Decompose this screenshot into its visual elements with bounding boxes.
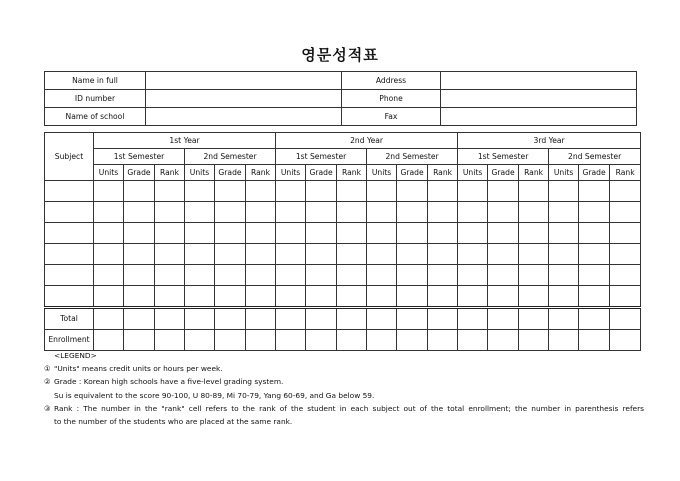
- grade-cell[interactable]: [367, 202, 397, 223]
- grade-cell[interactable]: [306, 181, 337, 202]
- total-row: [45, 308, 641, 330]
- legend-item: [44, 415, 644, 428]
- grade-cell[interactable]: [215, 265, 246, 286]
- year-header: 2nd Year: [276, 133, 458, 149]
- grade-cell[interactable]: [94, 286, 124, 308]
- grade-cell[interactable]: [428, 181, 458, 202]
- total-cell[interactable]: [519, 308, 549, 330]
- semester-header-row: [45, 149, 641, 165]
- grade-cell[interactable]: [155, 181, 185, 202]
- grade-cell[interactable]: [549, 244, 579, 265]
- legend-item: [44, 375, 644, 388]
- name-of-school-label: Name of school: [45, 108, 146, 126]
- total-cell[interactable]: [610, 308, 641, 330]
- table-row: [45, 202, 641, 223]
- grade-cell[interactable]: [458, 223, 488, 244]
- legend: [44, 349, 644, 428]
- grade-cell[interactable]: [458, 244, 488, 265]
- semester-header: 2nd Semester: [185, 149, 276, 165]
- column-header: Units: [367, 165, 397, 181]
- grade-cell[interactable]: [458, 181, 488, 202]
- legend-text: Rank : The number in the "rank" cell refers to the rank of the student in each subject out of the total enrollment; the number in parenthesis refers: [54, 403, 644, 413]
- column-header: Grade: [306, 165, 337, 181]
- column-header: Rank: [155, 165, 185, 181]
- legend-text: Su is equivalent to the score 90-100, U 80-89, Mi 70-79, Yang 60-69, and Ga below 59.: [54, 390, 375, 400]
- grade-cell[interactable]: [579, 265, 610, 286]
- grade-cell[interactable]: [367, 265, 397, 286]
- grade-cell[interactable]: [94, 181, 124, 202]
- enrollment-cell[interactable]: [519, 330, 549, 351]
- total-cell[interactable]: [367, 308, 397, 330]
- table-row: [45, 181, 641, 202]
- address-field[interactable]: [441, 72, 637, 90]
- table-row: [45, 286, 641, 308]
- legend-number: ③: [44, 403, 51, 413]
- table-row: [45, 223, 641, 244]
- semester-header: 2nd Semester: [367, 149, 458, 165]
- grade-cell[interactable]: [458, 202, 488, 223]
- legend-item: [44, 389, 644, 402]
- grade-cell[interactable]: [215, 181, 246, 202]
- grade-cell[interactable]: [337, 181, 367, 202]
- total-cell[interactable]: [337, 308, 367, 330]
- grade-cell[interactable]: [185, 244, 215, 265]
- enrollment-cell[interactable]: [94, 330, 124, 351]
- total-cell[interactable]: [306, 308, 337, 330]
- year-header-row: [45, 133, 641, 149]
- semester-header: 1st Semester: [94, 149, 185, 165]
- grade-cell[interactable]: [428, 265, 458, 286]
- enrollment-cell[interactable]: [276, 330, 306, 351]
- subject-cell[interactable]: [45, 244, 94, 265]
- column-header: Grade: [397, 165, 428, 181]
- subject-header: Subject: [45, 133, 94, 181]
- grade-cell[interactable]: [367, 286, 397, 308]
- grade-cell[interactable]: [397, 244, 428, 265]
- total-cell[interactable]: [488, 308, 519, 330]
- enrollment-cell[interactable]: [246, 330, 276, 351]
- document-title: 영문성적표: [301, 46, 379, 64]
- grade-cell[interactable]: [367, 181, 397, 202]
- column-header: Units: [185, 165, 215, 181]
- total-cell[interactable]: [124, 308, 155, 330]
- total-cell[interactable]: [94, 308, 124, 330]
- total-cell[interactable]: [246, 308, 276, 330]
- semester-header: 1st Semester: [458, 149, 549, 165]
- enrollment-cell[interactable]: [610, 330, 641, 351]
- total-cell[interactable]: [185, 308, 215, 330]
- total-cell[interactable]: [579, 308, 610, 330]
- grade-cell[interactable]: [579, 286, 610, 308]
- grade-cell[interactable]: [276, 244, 306, 265]
- grade-cell[interactable]: [276, 181, 306, 202]
- id-number-label: ID number: [45, 90, 146, 108]
- enrollment-cell[interactable]: [428, 330, 458, 351]
- enrollment-cell[interactable]: [579, 330, 610, 351]
- legend-text: to the number of the students who are placed at the same rank.: [54, 417, 293, 427]
- column-header: Units: [94, 165, 124, 181]
- enrollment-cell[interactable]: [488, 330, 519, 351]
- grade-cell[interactable]: [155, 202, 185, 223]
- grade-cell[interactable]: [155, 286, 185, 308]
- grade-cell[interactable]: [579, 202, 610, 223]
- enrollment-cell[interactable]: [458, 330, 488, 351]
- grade-cell[interactable]: [185, 181, 215, 202]
- student-info-table: [44, 71, 637, 126]
- grade-cell[interactable]: [337, 223, 367, 244]
- grade-cell[interactable]: [155, 223, 185, 244]
- fax-label: Fax: [342, 108, 441, 126]
- grade-cell[interactable]: [579, 181, 610, 202]
- subject-cell[interactable]: [45, 286, 94, 308]
- total-cell[interactable]: [215, 308, 246, 330]
- column-header: Grade: [215, 165, 246, 181]
- grade-cell[interactable]: [610, 244, 641, 265]
- grade-cell[interactable]: [337, 286, 367, 308]
- year-header: 3rd Year: [458, 133, 641, 149]
- legend-number: ①: [44, 364, 51, 374]
- grade-cell[interactable]: [337, 265, 367, 286]
- legend-item: [44, 362, 644, 375]
- enrollment-cell[interactable]: [337, 330, 367, 351]
- column-header: Rank: [428, 165, 458, 181]
- grade-cell[interactable]: [397, 265, 428, 286]
- grade-cell[interactable]: [306, 223, 337, 244]
- grade-cell[interactable]: [549, 286, 579, 308]
- enrollment-cell[interactable]: [124, 330, 155, 351]
- grade-cell[interactable]: [488, 181, 519, 202]
- legend-text: Grade : Korean high schools have a five-level grading system.: [54, 377, 284, 387]
- legend-heading: <LEGEND>: [54, 351, 97, 360]
- grade-cell[interactable]: [610, 286, 641, 308]
- phone-label: Phone: [342, 90, 441, 108]
- grade-cell[interactable]: [579, 244, 610, 265]
- grade-cell[interactable]: [276, 223, 306, 244]
- grade-cell[interactable]: [155, 265, 185, 286]
- enrollment-cell[interactable]: [185, 330, 215, 351]
- enrollment-label: Enrollment: [45, 330, 94, 351]
- enrollment-cell[interactable]: [549, 330, 579, 351]
- grade-cell[interactable]: [276, 286, 306, 308]
- name-of-school-field[interactable]: [146, 108, 342, 126]
- grade-cell[interactable]: [276, 265, 306, 286]
- grade-cell[interactable]: [306, 202, 337, 223]
- grade-cell[interactable]: [94, 223, 124, 244]
- grade-cell[interactable]: [306, 286, 337, 308]
- grade-cell[interactable]: [488, 265, 519, 286]
- grade-cell[interactable]: [94, 202, 124, 223]
- enrollment-cell[interactable]: [306, 330, 337, 351]
- column-header: Grade: [488, 165, 519, 181]
- semester-header: 2nd Semester: [549, 149, 641, 165]
- grade-cell[interactable]: [519, 202, 549, 223]
- grade-cell[interactable]: [185, 223, 215, 244]
- total-cell[interactable]: [155, 308, 185, 330]
- grade-cell[interactable]: [549, 265, 579, 286]
- grade-cell[interactable]: [94, 244, 124, 265]
- enrollment-cell[interactable]: [367, 330, 397, 351]
- grade-cell[interactable]: [519, 265, 549, 286]
- subject-cell[interactable]: [45, 202, 94, 223]
- grade-cell[interactable]: [488, 223, 519, 244]
- legend-item: [44, 402, 644, 415]
- enrollment-row: [45, 330, 641, 351]
- name-in-full-label: Name in full: [45, 72, 146, 90]
- grade-cell[interactable]: [337, 244, 367, 265]
- grade-cell[interactable]: [246, 202, 276, 223]
- grades-table: [44, 132, 641, 351]
- subject-cell[interactable]: [45, 223, 94, 244]
- grade-cell[interactable]: [246, 244, 276, 265]
- grade-cell[interactable]: [124, 244, 155, 265]
- subject-cell[interactable]: [45, 181, 94, 202]
- enrollment-cell[interactable]: [155, 330, 185, 351]
- grade-cell[interactable]: [94, 265, 124, 286]
- grade-cell[interactable]: [579, 223, 610, 244]
- semester-header: 1st Semester: [276, 149, 367, 165]
- grade-cell[interactable]: [215, 202, 246, 223]
- grade-cell[interactable]: [610, 202, 641, 223]
- grade-cell[interactable]: [397, 223, 428, 244]
- grade-cell[interactable]: [397, 181, 428, 202]
- column-header: Units: [458, 165, 488, 181]
- grade-cell[interactable]: [549, 181, 579, 202]
- grade-cell[interactable]: [367, 223, 397, 244]
- grade-cell[interactable]: [246, 265, 276, 286]
- total-cell[interactable]: [276, 308, 306, 330]
- grade-cell[interactable]: [185, 265, 215, 286]
- column-header-row: [45, 165, 641, 181]
- column-header: Grade: [124, 165, 155, 181]
- grade-cell[interactable]: [124, 223, 155, 244]
- grade-cell[interactable]: [458, 265, 488, 286]
- table-row: [45, 244, 641, 265]
- grade-cell[interactable]: [215, 286, 246, 308]
- enrollment-cell[interactable]: [397, 330, 428, 351]
- fax-field[interactable]: [441, 108, 637, 126]
- grade-cell[interactable]: [215, 244, 246, 265]
- grade-cell[interactable]: [428, 202, 458, 223]
- grade-cell[interactable]: [306, 265, 337, 286]
- grade-cell[interactable]: [610, 181, 641, 202]
- grade-cell[interactable]: [488, 244, 519, 265]
- column-header: Units: [276, 165, 306, 181]
- grade-cell[interactable]: [610, 265, 641, 286]
- grade-cell[interactable]: [428, 286, 458, 308]
- grade-cell[interactable]: [124, 265, 155, 286]
- grade-cell[interactable]: [519, 223, 549, 244]
- grade-cell[interactable]: [337, 202, 367, 223]
- grade-cell[interactable]: [246, 223, 276, 244]
- grade-cell[interactable]: [519, 181, 549, 202]
- year-header: 1st Year: [94, 133, 276, 149]
- grade-cell[interactable]: [549, 202, 579, 223]
- total-cell[interactable]: [397, 308, 428, 330]
- address-label: Address: [342, 72, 441, 90]
- total-cell[interactable]: [458, 308, 488, 330]
- total-label: Total: [45, 308, 94, 330]
- grade-cell[interactable]: [124, 286, 155, 308]
- grade-cell[interactable]: [549, 223, 579, 244]
- column-header: Grade: [579, 165, 610, 181]
- grade-cell[interactable]: [215, 223, 246, 244]
- legend-number: ②: [44, 377, 51, 387]
- grade-cell[interactable]: [397, 202, 428, 223]
- grade-cell[interactable]: [155, 244, 185, 265]
- grade-cell[interactable]: [610, 223, 641, 244]
- grade-cell[interactable]: [397, 286, 428, 308]
- table-row: [45, 265, 641, 286]
- grade-cell[interactable]: [185, 286, 215, 308]
- grade-cell[interactable]: [367, 244, 397, 265]
- legend-text: "Units" means credit units or hours per week.: [54, 364, 223, 374]
- grade-cell[interactable]: [124, 181, 155, 202]
- column-header: Rank: [610, 165, 641, 181]
- grade-cell[interactable]: [276, 202, 306, 223]
- total-cell[interactable]: [549, 308, 579, 330]
- id-number-field[interactable]: [146, 90, 342, 108]
- name-in-full-field[interactable]: [146, 72, 342, 90]
- column-header: Rank: [519, 165, 549, 181]
- grade-cell[interactable]: [488, 202, 519, 223]
- phone-field[interactable]: [441, 90, 637, 108]
- subject-cell[interactable]: [45, 265, 94, 286]
- grade-cell[interactable]: [246, 286, 276, 308]
- column-header: Rank: [337, 165, 367, 181]
- grade-cell[interactable]: [488, 286, 519, 308]
- total-cell[interactable]: [428, 308, 458, 330]
- grade-cell[interactable]: [185, 202, 215, 223]
- grade-cell[interactable]: [124, 202, 155, 223]
- grade-cell[interactable]: [519, 286, 549, 308]
- column-header: Units: [549, 165, 579, 181]
- grade-cell[interactable]: [246, 181, 276, 202]
- grade-cell[interactable]: [458, 286, 488, 308]
- grade-cell[interactable]: [428, 223, 458, 244]
- column-header: Rank: [246, 165, 276, 181]
- grade-cell[interactable]: [306, 244, 337, 265]
- enrollment-cell[interactable]: [215, 330, 246, 351]
- grade-cell[interactable]: [428, 244, 458, 265]
- grade-cell[interactable]: [519, 244, 549, 265]
